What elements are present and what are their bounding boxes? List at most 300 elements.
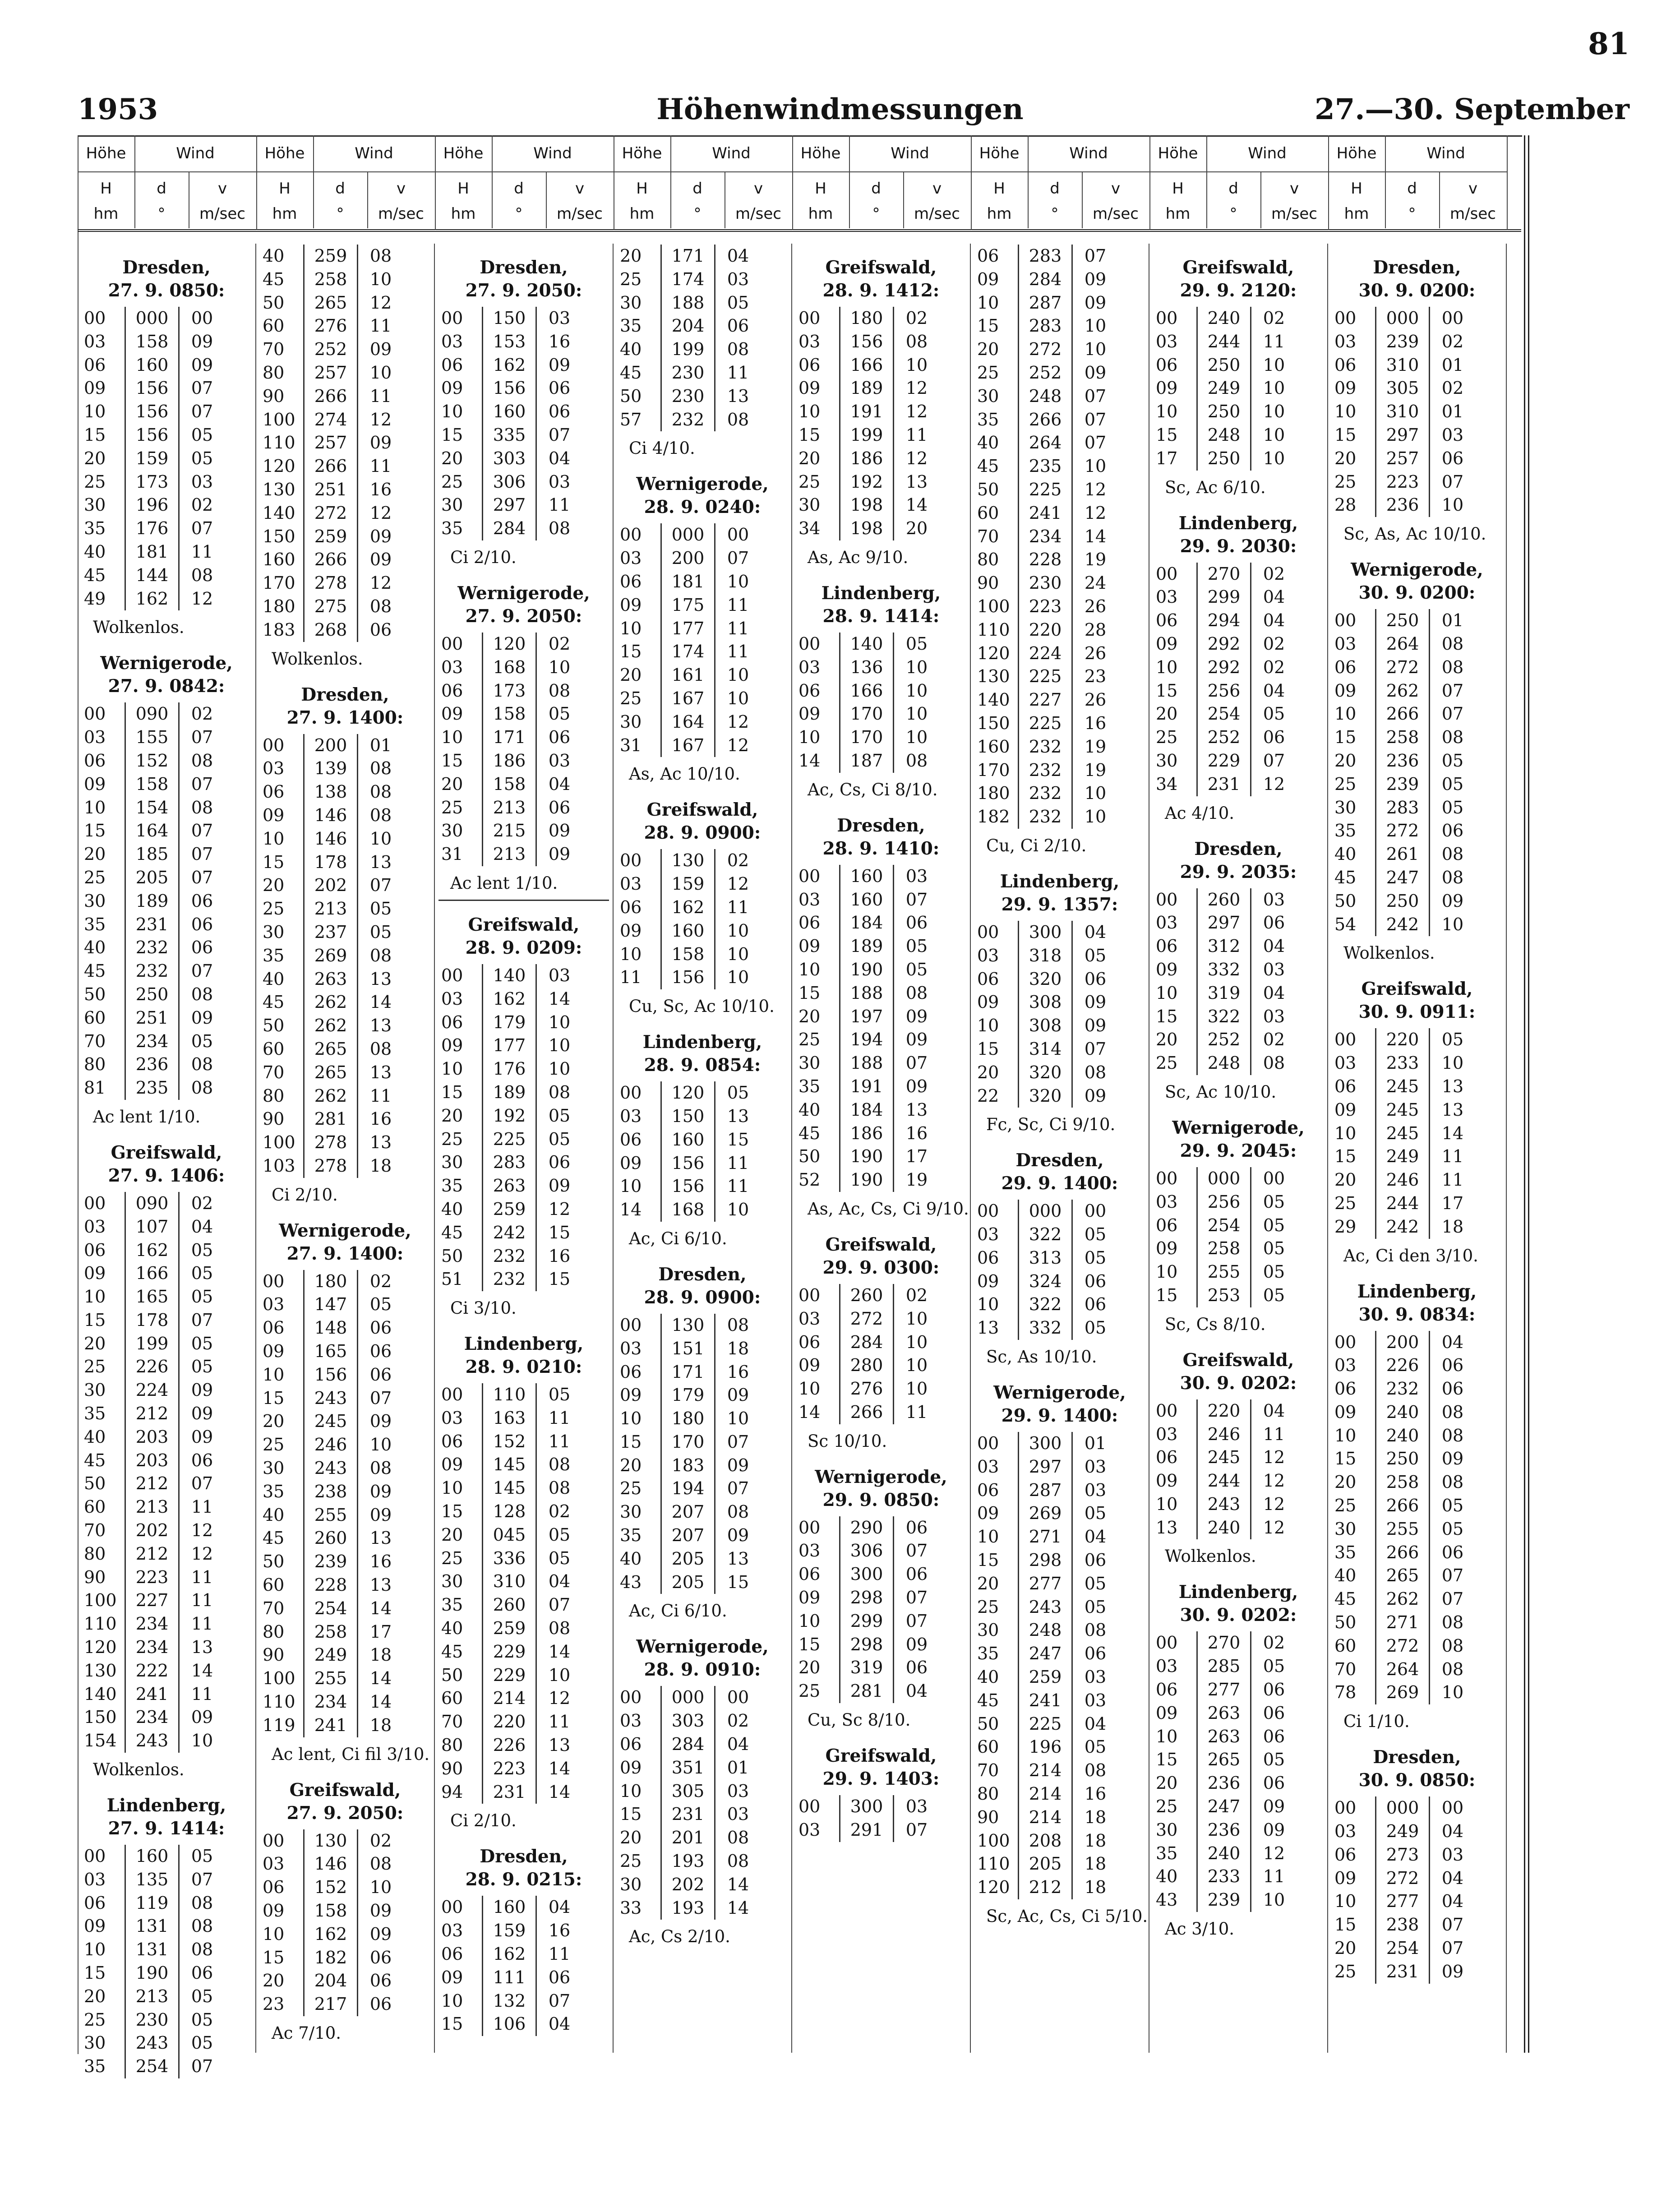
height-cell: 20	[620, 665, 642, 685]
speed-cell: 11	[727, 897, 749, 917]
height-cell: 06	[1156, 610, 1178, 631]
speed-cell: 05	[191, 1357, 213, 1377]
speed-cell: 10	[727, 944, 749, 964]
table-row	[256, 851, 434, 874]
direction-cell: 234	[125, 1706, 180, 1729]
wind-table	[256, 1829, 434, 2016]
cloud-remark: Ac lent 1/10.	[450, 873, 558, 893]
table-row	[78, 843, 255, 866]
height-cell: 00	[1156, 308, 1178, 328]
measurement-column	[971, 244, 1149, 2053]
height-cell: 120	[977, 643, 1010, 663]
direction-cell: 241	[125, 1683, 180, 1706]
speed-cell: 08	[191, 797, 213, 817]
table-row	[971, 478, 1149, 502]
height-cell: 110	[977, 1854, 1010, 1874]
station-datetime: 30. 9. 0200:	[1358, 280, 1476, 301]
speed-cell: 11	[1441, 1146, 1464, 1167]
speed-cell: 09	[548, 1176, 571, 1196]
height-cell: 103	[263, 1155, 295, 1176]
direction-cell: 272	[303, 502, 358, 525]
direction-cell: 249	[1375, 1820, 1430, 1843]
table-row	[971, 688, 1149, 712]
speed-cell: 09	[727, 1525, 749, 1546]
speed-cell: 11	[191, 1614, 213, 1634]
direction-cell: 199	[660, 338, 715, 361]
table-row	[792, 1656, 970, 1680]
speed-cell: 09	[191, 1380, 213, 1400]
speed-cell: 08	[1441, 657, 1464, 677]
height-cell: 70	[84, 1031, 106, 1051]
direction-cell: 110	[482, 1383, 537, 1407]
height-cell: 25	[84, 867, 106, 887]
cloud-remark: Ac 3/10.	[1165, 1919, 1235, 1939]
table-row	[792, 935, 970, 958]
header-H-label: H	[636, 180, 648, 198]
direction-cell: 227	[1018, 688, 1073, 712]
height-cell: 120	[977, 1877, 1010, 1898]
direction-cell: 259	[303, 525, 358, 549]
table-row	[78, 330, 255, 354]
table-row	[1328, 494, 1506, 517]
header-wind: Wind	[1426, 144, 1465, 162]
table-row	[435, 1710, 613, 1734]
speed-cell: 10	[369, 828, 392, 849]
height-cell: 00	[1334, 1030, 1357, 1050]
height-cell: 35	[84, 2056, 106, 2077]
speed-cell: 13	[727, 386, 749, 406]
table-row	[1149, 400, 1327, 424]
header-H-label: H	[815, 180, 826, 198]
speed-cell: 12	[905, 402, 928, 422]
table-row	[792, 1075, 970, 1099]
speed-cell: 16	[548, 1246, 571, 1266]
height-cell: 35	[84, 914, 106, 934]
speed-cell: 09	[727, 1385, 749, 1405]
table-row	[971, 1085, 1149, 1108]
speed-cell: 14	[369, 1668, 392, 1689]
height-cell: 00	[1334, 1332, 1357, 1352]
height-cell: 06	[798, 680, 821, 701]
table-row	[435, 1174, 613, 1198]
direction-cell: 159	[482, 1919, 537, 1943]
height-cell: 30	[977, 386, 999, 406]
header-H	[1149, 171, 1207, 228]
direction-cell: 162	[125, 587, 180, 611]
speed-cell: 03	[727, 269, 749, 289]
header-ms-unit: m/sec	[557, 205, 603, 223]
speed-cell: 00	[727, 525, 749, 545]
table-row	[78, 307, 255, 330]
station-name: Wernigerode,	[279, 1220, 411, 1241]
direction-cell: 250	[1196, 354, 1251, 377]
speed-cell: 03	[1263, 959, 1285, 979]
direction-cell: 128	[482, 1500, 537, 1524]
table-row	[614, 1454, 791, 1478]
station-datetime: 27. 9. 2050:	[465, 605, 582, 627]
direction-cell: 266	[1375, 1494, 1430, 1518]
direction-cell: 130	[660, 1314, 715, 1337]
speed-cell: 02	[1263, 563, 1285, 584]
direction-cell: 253	[1196, 1284, 1251, 1307]
table-row	[256, 1504, 434, 1527]
table-row	[256, 1946, 434, 1970]
height-cell: 35	[798, 1076, 821, 1096]
table-row	[1149, 888, 1327, 912]
speed-cell: 04	[1263, 587, 1285, 607]
table-row	[971, 1549, 1149, 1572]
direction-cell: 232	[660, 408, 715, 432]
speed-cell: 04	[1084, 1527, 1107, 1547]
header-wind: Wind	[1248, 144, 1287, 162]
height-cell: 20	[1334, 448, 1357, 468]
height-cell: 30	[84, 891, 106, 911]
header-wind: Wind	[1069, 144, 1108, 162]
table-row	[435, 656, 613, 679]
direction-cell: 171	[660, 245, 715, 268]
header-v-label: v	[932, 180, 942, 198]
speed-cell: 11	[727, 595, 749, 615]
table-row	[614, 1337, 791, 1361]
height-cell: 50	[977, 479, 999, 499]
height-cell: 06	[1334, 1844, 1357, 1865]
cloud-remark: Sc, Ac 6/10.	[1165, 477, 1266, 497]
height-cell: 03	[798, 331, 821, 351]
speed-cell: 06	[1084, 1271, 1107, 1291]
direction-cell: 261	[1375, 843, 1430, 866]
speed-cell: 04	[1263, 936, 1285, 956]
speed-cell: 10	[1441, 914, 1464, 934]
table-row	[1149, 586, 1327, 609]
height-cell: 80	[263, 1085, 285, 1106]
direction-cell: 156	[660, 966, 715, 989]
direction-cell: 191	[839, 1075, 894, 1099]
table-row	[435, 1151, 613, 1174]
speed-cell: 23	[1084, 666, 1107, 687]
height-cell: 15	[620, 1804, 642, 1824]
direction-cell: 171	[482, 726, 537, 749]
speed-cell: 08	[1441, 727, 1464, 748]
height-cell: 03	[1334, 633, 1357, 654]
table-row	[792, 911, 970, 935]
direction-cell: 283	[1018, 314, 1073, 338]
column-header-top	[256, 135, 435, 172]
speed-cell: 11	[548, 495, 571, 515]
table-row	[1149, 749, 1327, 773]
height-cell: 15	[84, 821, 106, 841]
station-datetime: 30. 9. 0202:	[1180, 1372, 1297, 1394]
speed-cell: 07	[905, 1588, 928, 1608]
table-row	[614, 1571, 791, 1594]
station-name: Lindenberg,	[821, 582, 941, 604]
height-cell: 15	[977, 1550, 999, 1570]
height-cell: 15	[84, 425, 106, 445]
table-row	[971, 1572, 1149, 1596]
speed-cell: 07	[548, 425, 571, 445]
table-row	[256, 1550, 434, 1574]
direction-cell: 152	[125, 749, 180, 773]
wind-table	[614, 1686, 791, 1920]
height-cell: 06	[1334, 355, 1357, 375]
direction-cell: 207	[660, 1501, 715, 1524]
header-deg-unit: °	[1408, 205, 1416, 223]
direction-cell: 251	[303, 478, 358, 502]
height-cell: 20	[441, 774, 463, 794]
direction-cell: 255	[303, 1667, 358, 1690]
height-cell: 00	[620, 525, 642, 545]
direction-cell: 300	[1018, 921, 1073, 944]
direction-cell: 262	[303, 1085, 358, 1108]
table-row	[792, 1168, 970, 1192]
table-row	[256, 478, 434, 502]
height-cell: 14	[620, 1200, 642, 1220]
table-row	[256, 1480, 434, 1504]
height-cell: 20	[620, 1828, 642, 1848]
height-cell: 10	[798, 402, 821, 422]
direction-cell: 245	[1375, 1122, 1430, 1145]
direction-cell: 160	[482, 400, 537, 424]
height-cell: 43	[1156, 1890, 1178, 1910]
table-row	[1328, 1168, 1506, 1192]
header-hm-unit: hm	[987, 205, 1012, 223]
table-row	[614, 1198, 791, 1222]
header-hoehe: Höhe	[971, 135, 1029, 171]
height-cell: 03	[1334, 331, 1357, 351]
speed-cell: 08	[369, 758, 392, 779]
speed-cell: 12	[1084, 479, 1107, 499]
speed-cell: 08	[905, 983, 928, 1003]
table-row	[614, 1501, 791, 1524]
speed-cell: 06	[1263, 1773, 1285, 1793]
cloud-remark: Wolkenlos.	[1343, 943, 1435, 963]
table-row	[256, 1085, 434, 1108]
speed-cell: 00	[191, 308, 213, 328]
table-row	[256, 897, 434, 921]
height-cell: 50	[84, 984, 106, 1004]
direction-cell: 119	[125, 1892, 180, 1915]
speed-cell: 11	[548, 1408, 571, 1428]
direction-cell: 000	[125, 307, 180, 330]
speed-cell: 18	[369, 1645, 392, 1665]
table-row	[435, 1268, 613, 1291]
direction-cell: 158	[125, 330, 180, 354]
direction-cell: 178	[125, 1309, 180, 1332]
speed-cell: 04	[1263, 610, 1285, 631]
speed-cell: 06	[191, 1963, 213, 1983]
header-deg-unit: °	[1051, 205, 1059, 223]
speed-cell: 05	[548, 1548, 571, 1568]
table-row	[78, 983, 255, 1007]
table-row	[792, 1284, 970, 1307]
speed-cell: 05	[191, 1986, 213, 2006]
height-cell: 00	[1334, 1798, 1357, 1818]
table-row	[614, 547, 791, 570]
height-cell: 09	[84, 1263, 106, 1284]
height-cell: 45	[263, 1528, 285, 1548]
direction-cell: 000	[660, 523, 715, 547]
speed-cell: 02	[727, 1711, 749, 1731]
table-row	[971, 944, 1149, 968]
direction-cell: 200	[303, 734, 358, 757]
speed-cell: 07	[191, 1310, 213, 1330]
speed-cell: 11	[369, 386, 392, 406]
wind-table	[1328, 1796, 1506, 1983]
wind-table	[792, 865, 970, 1192]
speed-cell: 09	[1084, 1085, 1107, 1106]
table-row	[435, 1034, 613, 1057]
direction-cell: 280	[839, 1354, 894, 1377]
speed-cell: 07	[191, 518, 213, 539]
height-cell: 30	[620, 711, 642, 732]
speed-cell: 03	[1084, 1690, 1107, 1710]
table-row	[256, 991, 434, 1014]
height-cell: 100	[263, 1132, 295, 1153]
table-row	[435, 377, 613, 400]
height-cell: 51	[441, 1269, 463, 1289]
direction-cell: 212	[125, 1402, 180, 1426]
speed-cell: 12	[727, 711, 749, 732]
table-row	[614, 1361, 791, 1384]
direction-cell: 188	[839, 1052, 894, 1075]
direction-cell: 265	[1196, 1748, 1251, 1772]
direction-cell: 205	[660, 1547, 715, 1571]
height-cell: 25	[620, 269, 642, 289]
direction-cell: 203	[125, 1449, 180, 1473]
cloud-remark: Wolkenlos.	[272, 649, 363, 669]
table-row	[1149, 1631, 1327, 1655]
table-row	[792, 1005, 970, 1029]
table-row	[435, 1570, 613, 1593]
direction-cell: 214	[482, 1687, 537, 1710]
height-cell: 15	[1156, 680, 1178, 701]
direction-cell: 249	[303, 1644, 358, 1667]
speed-cell: 05	[1084, 1247, 1107, 1268]
speed-cell: 11	[1263, 1866, 1285, 1887]
height-cell: 35	[84, 518, 106, 539]
station-name: Wernigerode,	[636, 474, 769, 495]
height-cell: 23	[263, 1994, 285, 2014]
height-cell: 06	[798, 1564, 821, 1584]
speed-cell: 06	[548, 1152, 571, 1173]
header-H-label: H	[100, 180, 112, 198]
height-cell: 60	[263, 1039, 285, 1059]
speed-cell: 13	[727, 1106, 749, 1126]
direction-cell: 170	[839, 726, 894, 749]
height-cell: 03	[620, 1711, 642, 1731]
header-deg-unit: °	[336, 205, 344, 223]
height-cell: 40	[620, 1548, 642, 1569]
height-cell: 130	[977, 666, 1010, 687]
speed-cell: 12	[1263, 1517, 1285, 1538]
height-cell: 20	[977, 1573, 999, 1593]
station-datetime: 30. 9. 0200:	[1358, 582, 1476, 604]
speed-cell: 08	[369, 1039, 392, 1059]
speed-cell: 11	[727, 362, 749, 383]
speed-cell: 10	[1263, 402, 1285, 422]
speed-cell: 03	[548, 308, 571, 328]
height-cell: 25	[1334, 471, 1357, 492]
table-row	[256, 874, 434, 897]
cloud-remark: Ac, Cs, Ci 8/10.	[808, 780, 938, 799]
table-row	[614, 966, 791, 989]
direction-cell: 232	[125, 936, 180, 960]
direction-cell: 156	[125, 400, 180, 424]
speed-cell: 17	[905, 1146, 928, 1167]
height-cell: 03	[1156, 913, 1178, 933]
height-cell: 60	[263, 316, 285, 336]
speed-cell: 08	[727, 339, 749, 360]
direction-cell: 242	[482, 1221, 537, 1245]
height-cell: 09	[1156, 1703, 1178, 1723]
table-row	[1149, 633, 1327, 656]
table-row	[971, 408, 1149, 432]
height-cell: 06	[620, 897, 642, 917]
cloud-remark: Ac 4/10.	[1165, 803, 1235, 823]
height-cell: 81	[84, 1078, 106, 1098]
speed-cell: 07	[905, 1611, 928, 1631]
header-d	[1206, 171, 1261, 228]
height-cell: 25	[1334, 1961, 1357, 1981]
table-row	[792, 958, 970, 982]
header-wind: Wind	[891, 144, 929, 162]
height-cell: 25	[441, 797, 463, 817]
table-row	[1328, 1820, 1506, 1843]
height-cell: 45	[263, 269, 285, 289]
direction-cell: 182	[303, 1946, 358, 1970]
direction-cell: 156	[839, 330, 894, 354]
table-row	[971, 1014, 1149, 1038]
table-row	[971, 1642, 1149, 1666]
wind-table	[792, 307, 970, 540]
direction-cell: 254	[1375, 1937, 1430, 1960]
column-header-top	[1149, 135, 1328, 172]
header-H-label: H	[1351, 180, 1362, 198]
cloud-remark: Ac, Ci den 3/10.	[1343, 1246, 1478, 1265]
direction-cell: 184	[839, 911, 894, 935]
direction-cell: 231	[125, 913, 180, 937]
speed-cell: 11	[548, 1712, 571, 1732]
speed-cell: 05	[1084, 1318, 1107, 1338]
column-header-units	[78, 171, 256, 228]
height-cell: 00	[1334, 308, 1357, 328]
direction-cell: 239	[1196, 1889, 1251, 1912]
speed-cell: 08	[191, 1916, 213, 1936]
direction-cell: 000	[1018, 1200, 1073, 1223]
height-cell: 03	[84, 1869, 106, 1889]
direction-cell: 167	[660, 687, 715, 711]
header-hoehe: Höhe	[614, 135, 671, 171]
speed-cell: 06	[548, 727, 571, 748]
direction-cell: 265	[1375, 1564, 1430, 1588]
direction-cell: 232	[1018, 805, 1073, 829]
table-row	[614, 896, 791, 919]
height-cell: 11	[620, 967, 642, 988]
header-H	[1328, 171, 1386, 228]
station-name: Dresden,	[301, 684, 389, 705]
direction-cell: 233	[1375, 1052, 1430, 1075]
table-row	[435, 1781, 613, 1804]
table-row	[1149, 447, 1327, 471]
table-row	[256, 1363, 434, 1387]
direction-cell: 165	[125, 1285, 180, 1309]
direction-cell: 000	[1375, 307, 1430, 330]
height-cell: 10	[1156, 1726, 1178, 1746]
speed-cell: 07	[1084, 433, 1107, 453]
table-row	[1149, 1842, 1327, 1866]
header-hoehe: Höhe	[435, 135, 493, 171]
speed-cell: 12	[1263, 1471, 1285, 1491]
direction-cell: 318	[1018, 944, 1073, 968]
